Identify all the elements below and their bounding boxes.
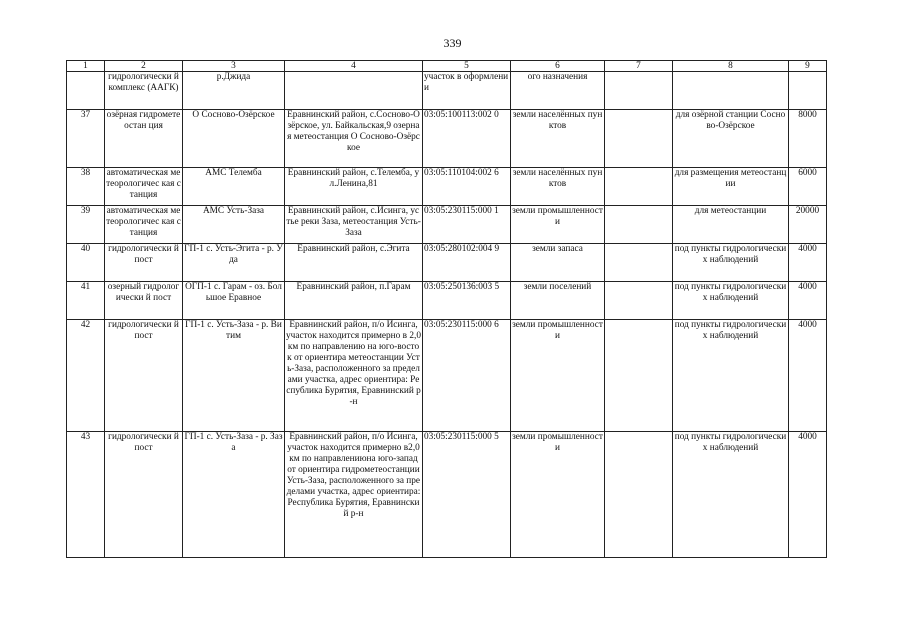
cell-purpose: для метеостанции	[673, 206, 789, 244]
column-numbers-row	[67, 61, 827, 72]
cell-c7	[605, 72, 673, 110]
cell-name: р.Джида	[183, 72, 285, 110]
cell-address: Еравнинский район, с.Эгита	[285, 244, 423, 282]
column-number: 3	[183, 61, 285, 72]
cell-c7	[605, 168, 673, 206]
column-number: 7	[605, 61, 673, 72]
column-number: 6	[511, 61, 605, 72]
cell-num: 38	[67, 168, 105, 206]
cell-name: ГП-1 с. Усть-Эгита - р. Уда	[183, 244, 285, 282]
cell-type: озёрная гидрометеостан ция	[105, 110, 183, 168]
cell-category: земли поселений	[511, 282, 605, 320]
cell-purpose: под пункты гидрологических наблюдений	[673, 320, 789, 432]
cell-c7	[605, 206, 673, 244]
cell-type: озерный гидрологически й пост	[105, 282, 183, 320]
cell-area: 20000	[789, 206, 827, 244]
cell-purpose: под пункты гидрологических наблюдений	[673, 282, 789, 320]
cell-type: гидрологически й пост	[105, 244, 183, 282]
cell-area: 4000	[789, 282, 827, 320]
cell-type: гидрологически й пост	[105, 320, 183, 432]
column-number: 5	[423, 61, 511, 72]
cell-address	[285, 72, 423, 110]
cell-purpose	[673, 72, 789, 110]
cell-c7	[605, 320, 673, 432]
cell-num: 39	[67, 206, 105, 244]
cell-name: АМС Усть-Заза	[183, 206, 285, 244]
cell-category: ого назначения	[511, 72, 605, 110]
cell-category: земли запаса	[511, 244, 605, 282]
column-number: 9	[789, 61, 827, 72]
cell-area: 4000	[789, 320, 827, 432]
cell-category: земли населённых пунктов	[511, 168, 605, 206]
cell-cadastre: участок в оформлении	[423, 72, 511, 110]
column-number: 4	[285, 61, 423, 72]
cell-num: 41	[67, 282, 105, 320]
cell-category: земли промышленности	[511, 320, 605, 432]
cell-category: земли промышленности	[511, 432, 605, 558]
table-row	[67, 168, 827, 206]
cell-num	[67, 72, 105, 110]
cell-category: земли населённых пунктов	[511, 110, 605, 168]
cell-num: 40	[67, 244, 105, 282]
cell-purpose: под пункты гидрологических наблюдений	[673, 432, 789, 558]
table-row	[67, 432, 827, 558]
cell-area: 4000	[789, 432, 827, 558]
cell-c7	[605, 110, 673, 168]
cell-name: О Сосново-Озёрское	[183, 110, 285, 168]
table-row	[67, 244, 827, 282]
cell-area: 6000	[789, 168, 827, 206]
cell-num: 37	[67, 110, 105, 168]
cell-cadastre: 03:05:230115:000 6	[423, 320, 511, 432]
column-number: 8	[673, 61, 789, 72]
cell-address: Еравнинский район, с.Исинга, устье реки Заза, метеостанция Усть-Заза	[285, 206, 423, 244]
cell-purpose: под пункты гидрологических наблюдений	[673, 244, 789, 282]
cell-purpose: для размещения метеостанции	[673, 168, 789, 206]
cell-type: гидрологически й комплекс (ААГК)	[105, 72, 183, 110]
cell-type: гидрологически й пост	[105, 432, 183, 558]
cell-address: Еравнинский район, п/о Исинга, участок находится примерно в2,0 км по направлениюна юго-запад от ориентира гидрометеостанции Усть-Заза, расположенного за пределами участка, адрес ориентира: Республика Бурятия, Еравнинский р-н	[285, 432, 423, 558]
cell-name: ГП-1 с. Усть-Заза - р. Заза	[183, 432, 285, 558]
cell-c7	[605, 282, 673, 320]
cell-cadastre: 03:05:110104:002 6	[423, 168, 511, 206]
cell-category: земли промышленности	[511, 206, 605, 244]
cell-area	[789, 72, 827, 110]
table-row	[67, 206, 827, 244]
table-row	[67, 320, 827, 432]
cell-cadastre: 03:05:100113:002 0	[423, 110, 511, 168]
cell-num: 43	[67, 432, 105, 558]
cell-cadastre: 03:05:230115:000 5	[423, 432, 511, 558]
cell-purpose: для озёрной станции Сосново-Озёрское	[673, 110, 789, 168]
page-number: 339	[443, 36, 462, 50]
cell-address: Еравнинский район, с.Телемба, ул.Ленина,81	[285, 168, 423, 206]
cell-cadastre: 03:05:230115:000 1	[423, 206, 511, 244]
cell-cadastre: 03:05:250136:003 5	[423, 282, 511, 320]
cell-area: 4000	[789, 244, 827, 282]
column-number: 2	[105, 61, 183, 72]
cell-address: Еравнинский район, с.Сосново-Озёрское, ул. Байкальская,9 озерная метеостанция О Сосново-Озёрское	[285, 110, 423, 168]
cell-name: ОГП-1 с. Гарам - оз. Большое Еравное	[183, 282, 285, 320]
cell-name: АМС Телемба	[183, 168, 285, 206]
cell-name: ГП-1 с. Усть-Заза - р. Витим	[183, 320, 285, 432]
cell-type: автоматическая метеорологичес кая станция	[105, 168, 183, 206]
cell-num: 42	[67, 320, 105, 432]
cell-c7	[605, 244, 673, 282]
table-row	[67, 282, 827, 320]
land-register-table	[66, 60, 827, 558]
table-row	[67, 110, 827, 168]
cell-area: 8000	[789, 110, 827, 168]
cell-c7	[605, 432, 673, 558]
cell-address: Еравнинский район, п/о Исинга, участок находится примерно в 2,0 км по направлению на юго-восток от ориентира метеостанции Усть-Заза, расположенного за пределами участка, адрес ориентира: Республика Бурятия, Еравнинский р-н	[285, 320, 423, 432]
table-row	[67, 72, 827, 110]
cell-type: автоматическая метеорологичес кая станция	[105, 206, 183, 244]
cell-cadastre: 03:05:280102:004 9	[423, 244, 511, 282]
column-number: 1	[67, 61, 105, 72]
cell-address: Еравнинский район, п.Гарам	[285, 282, 423, 320]
